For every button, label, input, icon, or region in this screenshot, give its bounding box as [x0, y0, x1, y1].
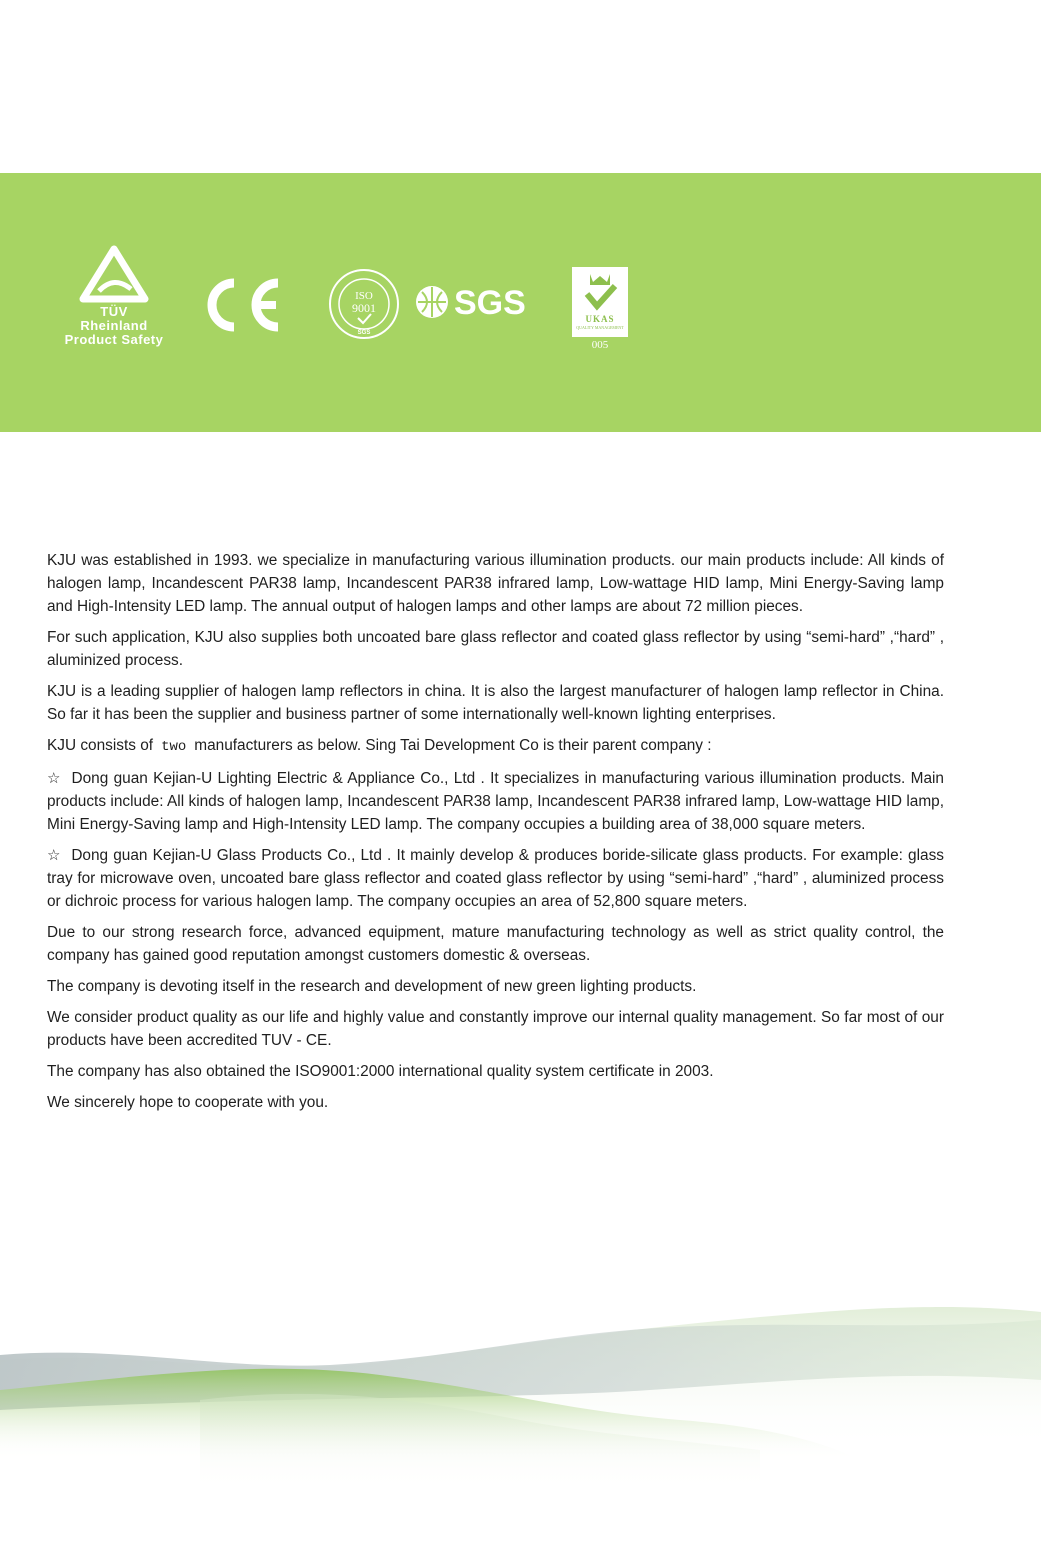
company-introduction — [47, 549, 944, 1122]
intro-paragraph: We sincerely hope to cooperate with you. — [47, 1094, 329, 1111]
text-fragment: Dong guan Kejian-U Lighting Electric & Appliance Co., Ltd . It specializes in manufacturing various illumination products. Main products include: All kinds of halogen lamp, Incandescent PAR38 lamp, Incandescent PAR38 infrared lamp, Low-wattage HID lamp, Mini Energy-Saving lamp and High-Intensity LED lamp. The company occupies a building area of 38,000 square meters. — [47, 770, 944, 833]
text-fragment: Dong guan Kejian-U Glass Products Co., Ltd . It mainly develop & produces boride-silicate glass products. For example: glass tray for microwave oven, uncoated bare glass reflector and coated glass reflector by using “semi-hard” ,“hard” , aluminized process or dichroic process for various halogen lamp. The company occupies an area of 52,800 square meters. — [47, 847, 944, 910]
iso-9001-logo — [328, 268, 400, 340]
ukas-sub: QUALITY MANAGEMENT — [576, 325, 624, 330]
intro-paragraph — [47, 844, 944, 913]
sgs-globe-icon — [414, 282, 562, 322]
ukas-badge — [572, 267, 628, 337]
ukas-number: 005 — [591, 339, 609, 351]
intro-paragraph: KJU was established in 1993. we specialize in manufacturing various illumination products. our main products include: All kinds of halogen lamp, Incandescent PAR38 lamp, Incandescent PAR38 infrared lamp, Low-wattage HID lamp, Mini Energy-Saving lamp and High-Intensity LED lamp. The annual output of halogen lamps and other lamps are about 72 million pieces. — [47, 552, 944, 615]
sgs-text: SGS — [454, 284, 526, 322]
text-fragment-mono: two — [161, 739, 187, 755]
iso-seal-icon — [328, 268, 400, 340]
star-icon: ☆ — [47, 847, 62, 864]
text-fragment: KJU consists of — [47, 737, 154, 754]
text-fragment: manufacturers as below. Sing Tai Development Co is their parent company : — [194, 737, 712, 754]
iso-top-text: ISO — [355, 290, 373, 302]
intro-paragraph: For such application, KJU also supplies both uncoated bare glass reflector and coated glass reflector by using “semi-hard” ,“hard” , aluminized process. — [47, 629, 944, 669]
ce-logo — [202, 275, 284, 335]
ukas-label: UKAS — [585, 314, 615, 324]
intro-paragraph — [47, 734, 944, 759]
tuv-line1: TÜV — [100, 304, 128, 319]
tuv-logo — [52, 245, 176, 361]
tuv-line3: Product Safety — [64, 332, 164, 347]
ce-mark-icon — [202, 275, 284, 335]
intro-paragraph: Due to our strong research force, advanced equipment, mature manufacturing technology as well as strict quality control, the company has gained good reputation amongst customers domestic & overseas. — [47, 924, 944, 964]
iso-bottom-text: SGS — [357, 330, 371, 336]
sgs-logo — [414, 282, 562, 322]
iso-number-text: 9001 — [352, 301, 376, 315]
ukas-logo — [572, 267, 628, 357]
intro-paragraph: KJU is a leading supplier of halogen lamp reflectors in china. It is also the largest manufacturer of halogen lamp reflector in China. So far it has been the supplier and business partner of some internationally well-known lighting enterprises. — [47, 683, 944, 723]
intro-paragraph — [47, 767, 944, 836]
tuv-line2: Rheinland — [80, 318, 148, 333]
intro-paragraph: The company has also obtained the ISO9001:2000 international quality system certificate in 2003. — [47, 1063, 714, 1080]
crown-check-icon — [573, 268, 627, 314]
decorative-wave-graphic — [0, 1290, 1041, 1490]
intro-paragraph: The company is devoting itself in the research and development of new green lighting products. — [47, 978, 697, 995]
star-icon: ☆ — [47, 770, 62, 787]
intro-paragraph: We consider product quality as our life and highly value and constantly improve our internal quality management. So far most of our products have been accredited TUV - CE. — [47, 1009, 944, 1049]
tuv-triangle-icon — [79, 245, 149, 305]
